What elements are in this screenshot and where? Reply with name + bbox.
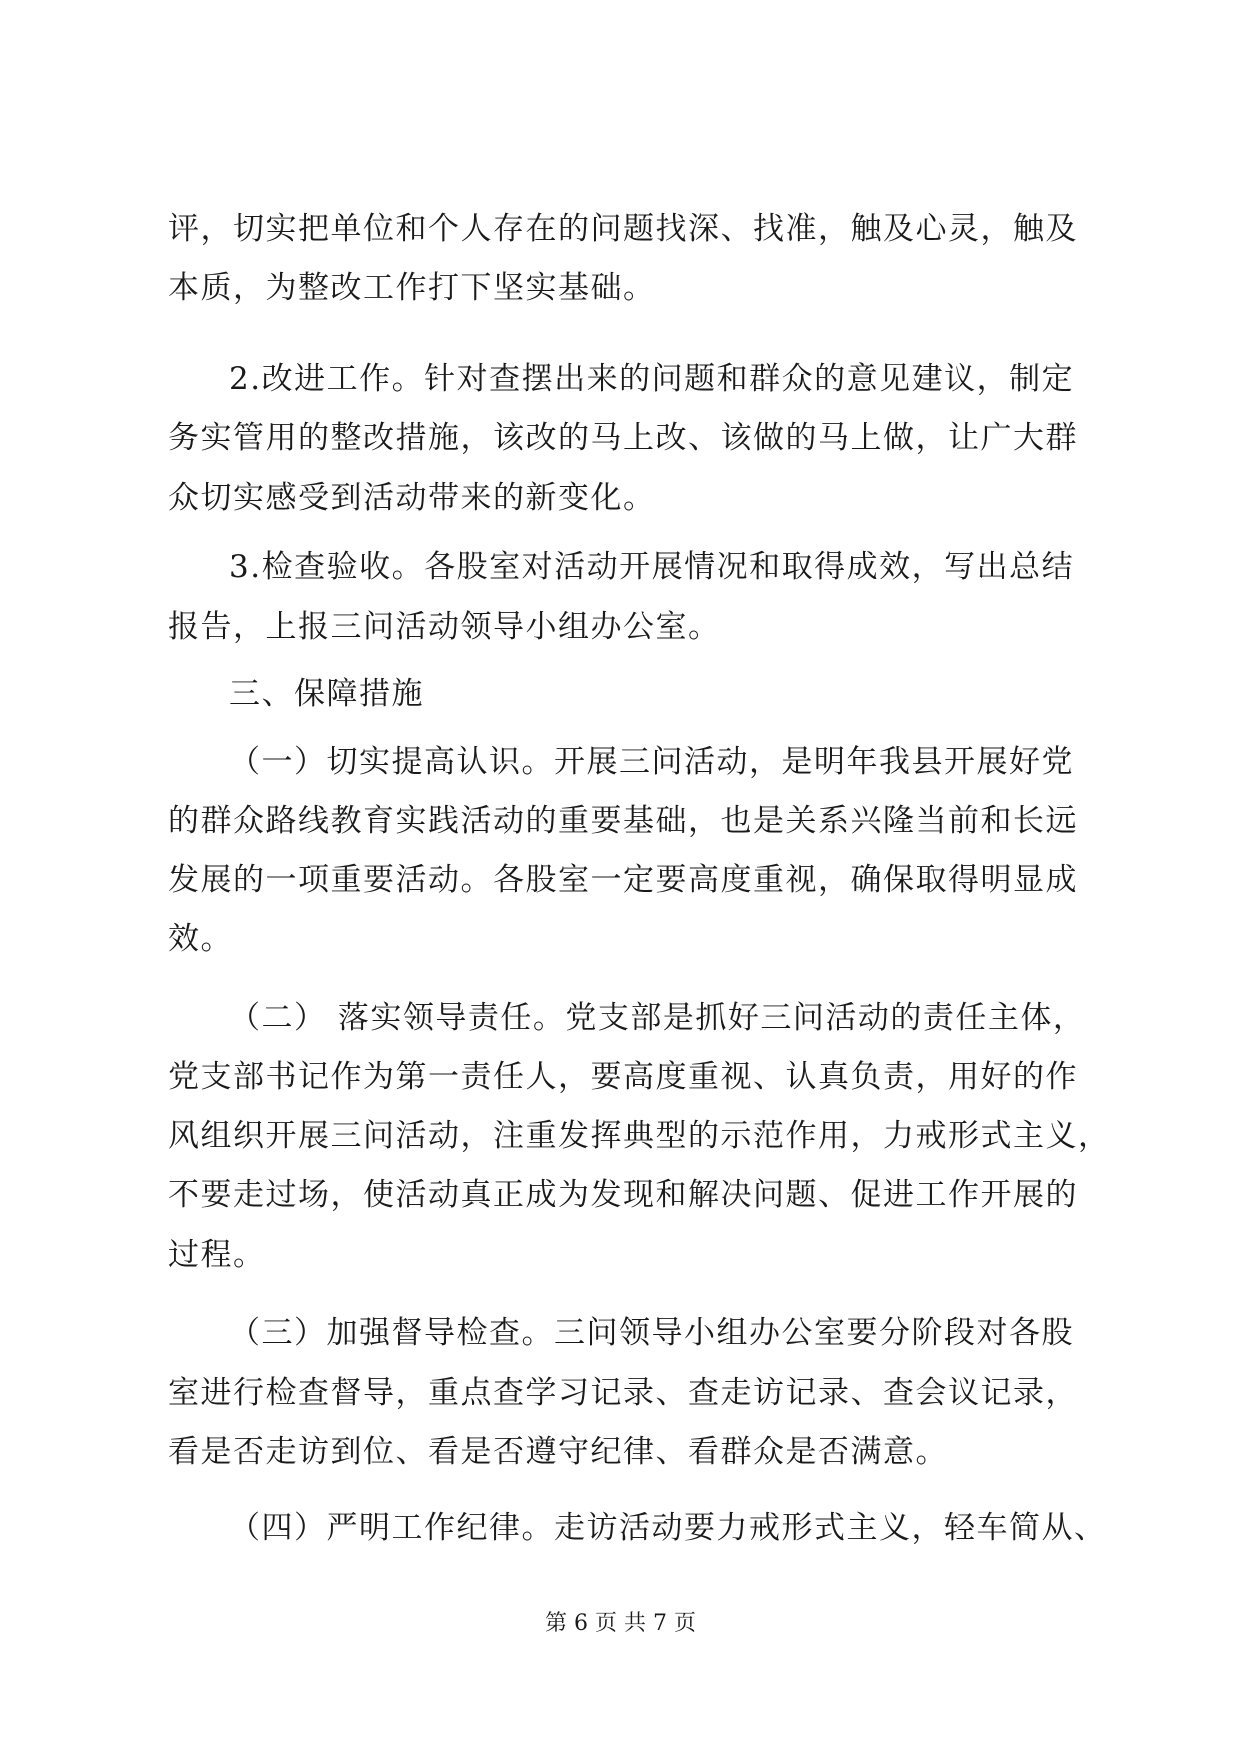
text-line-6: 3.检查验收。各股室对活动开展情况和取得成效，写出总结 [229, 549, 1075, 585]
text-line-9: （一）切实提高认识。开展三问活动，是明年我县开展好党 [229, 744, 1074, 780]
text-line-11: 发展的一项重要活动。各股室一定要高度重视，确保取得明显成 [168, 862, 1078, 898]
text-line-15: 风组织开展三问活动，注重发挥典型的示范作用，力戒形式主义， [168, 1118, 1111, 1154]
text-line-16: 不要走过场，使活动真正成为发现和解决问题、促进工作开展的 [168, 1177, 1078, 1213]
section-heading: 三、保障措施 [229, 676, 424, 712]
page-number-footer: 第 6 页 共 7 页 [545, 1611, 696, 1636]
text-line-7: 报告，上报三问活动领导小组办公室。 [168, 609, 721, 645]
text-line-5: 众切实感受到活动带来的新变化。 [168, 480, 656, 516]
text-line-3: 2.改进工作。针对查摆出来的问题和群众的意见建议，制定 [229, 361, 1075, 397]
text-line-1: 评，切实把单位和个人存在的问题找深、找准，触及心灵，触及 [168, 211, 1078, 247]
text-line-4: 务实管用的整改措施，该改的马上改、该做的马上做，让广大群 [168, 420, 1078, 456]
text-line-17: 过程。 [168, 1237, 266, 1273]
text-line-19: 室进行检查督导，重点查学习记录、查走访记录、查会议记录， [168, 1375, 1078, 1411]
text-line-2: 本质，为整改工作打下坚实基础。 [168, 270, 656, 306]
text-line-20: 看是否走访到位、看是否遵守纪律、看群众是否满意。 [168, 1434, 948, 1470]
text-line-21: （四）严明工作纪律。走访活动要力戒形式主义，轻车简从、 [229, 1510, 1107, 1546]
text-line-18: （三）加强督导检查。三问领导小组办公室要分阶段对各股 [229, 1315, 1074, 1351]
text-line-14: 党支部书记作为第一责任人，要高度重视、认真负责，用好的作 [168, 1059, 1078, 1095]
text-line-13: （二） 落实领导责任。党支部是抓好三问活动的责任主体， [229, 1000, 1086, 1036]
text-line-12: 效。 [168, 921, 233, 957]
text-line-10: 的群众路线教育实践活动的重要基础，也是关系兴隆当前和长远 [168, 803, 1078, 839]
